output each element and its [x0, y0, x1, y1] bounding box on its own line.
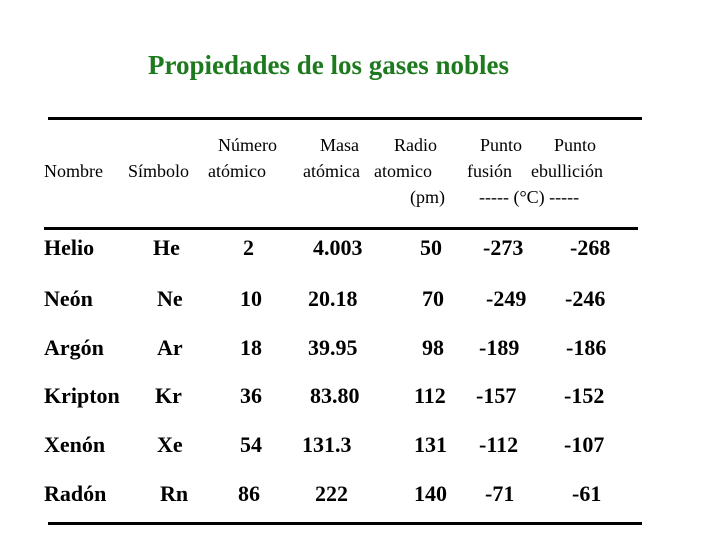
cell-nombre: Helio — [44, 235, 95, 260]
cell-radio: 70 — [422, 286, 444, 311]
cell-radio: 50 — [420, 235, 442, 260]
cell-simbolo: He — [153, 235, 180, 260]
cell-numero: 36 — [240, 383, 262, 408]
cell-numero: 86 — [238, 481, 260, 506]
header-unit: ----- (°C) ----- — [479, 187, 580, 207]
cell-masa: 4.003 — [313, 235, 363, 260]
cell-masa: 83.80 — [310, 383, 360, 408]
header-atomico: atómico — [208, 161, 266, 181]
header-divider — [44, 227, 638, 230]
cell-numero: 2 — [243, 235, 254, 260]
page-title: Propiedades de los gases nobles — [148, 50, 510, 80]
bottom-divider — [48, 522, 642, 525]
header-punto-1: Punto — [480, 135, 523, 155]
cell-numero: 10 — [240, 286, 262, 311]
cell-numero: 18 — [240, 335, 262, 360]
cell-nombre: Kripton — [44, 383, 120, 408]
cell-masa: 20.18 — [308, 286, 358, 311]
cell-fusion: -273 — [483, 235, 524, 260]
cell-fusion: -249 — [486, 286, 527, 311]
cell-fusion: -189 — [479, 335, 520, 360]
cell-ebullicion: -152 — [564, 383, 605, 408]
header-masa: Masa — [320, 135, 359, 155]
cell-ebullicion: -61 — [572, 481, 602, 506]
cell-radio: 112 — [414, 383, 446, 408]
cell-masa: 222 — [315, 481, 348, 506]
header-radio: Radio — [394, 135, 437, 155]
cell-simbolo: Xe — [157, 432, 183, 457]
cell-fusion: -157 — [476, 383, 517, 408]
cell-radio: 131 — [414, 432, 447, 457]
header-pm: (pm) — [410, 187, 445, 207]
cell-simbolo: Kr — [155, 383, 182, 408]
header-fusion: fusión — [467, 161, 512, 181]
cell-simbolo: Rn — [160, 481, 189, 506]
cell-masa: 131.3 — [302, 432, 352, 457]
cell-ebullicion: -107 — [564, 432, 605, 457]
header-simbolo: Símbolo — [128, 161, 190, 181]
cell-masa: 39.95 — [308, 335, 358, 360]
cell-simbolo: Ar — [157, 335, 183, 360]
header-ebullicion: ebullición — [531, 161, 603, 181]
top-divider — [48, 117, 642, 120]
header-punto-2: Punto — [554, 135, 597, 155]
cell-nombre: Radón — [44, 481, 107, 506]
cell-numero: 54 — [240, 432, 262, 457]
cell-nombre: Neón — [44, 286, 93, 311]
header-atomico-2: atomico — [374, 161, 432, 181]
cell-ebullicion: -268 — [570, 235, 611, 260]
header-numero: Número — [218, 135, 277, 155]
cell-ebullicion: -246 — [565, 286, 606, 311]
cell-nombre: Argón — [44, 335, 104, 360]
header-nombre: Nombre — [44, 161, 103, 181]
header-atomica: atómica — [303, 161, 360, 181]
cell-fusion: -71 — [485, 481, 515, 506]
cell-fusion: -112 — [479, 432, 519, 457]
cell-radio: 140 — [414, 481, 447, 506]
cell-radio: 98 — [422, 335, 444, 360]
cell-ebullicion: -186 — [566, 335, 607, 360]
cell-nombre: Xenón — [44, 432, 106, 457]
cell-simbolo: Ne — [157, 286, 183, 311]
